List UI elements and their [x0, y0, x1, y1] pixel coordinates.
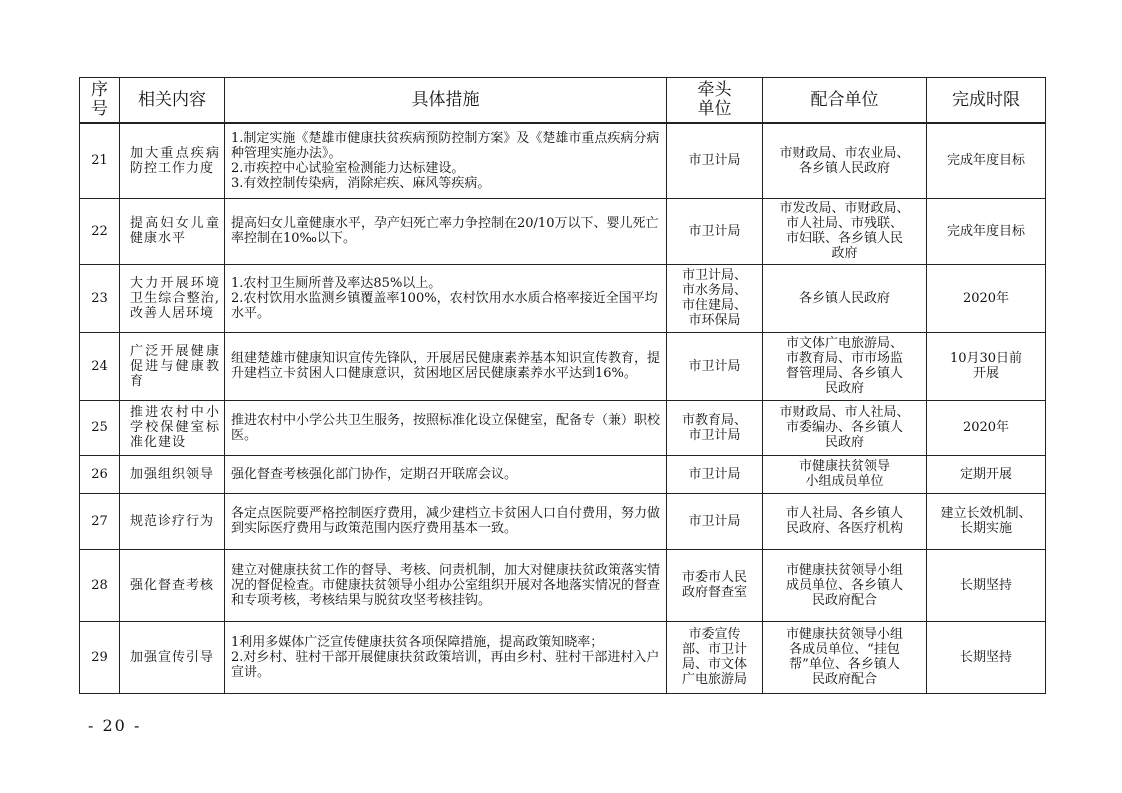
table-row	[80, 400, 1046, 455]
row-content: 强化督查考核	[120, 549, 225, 621]
row-lead: 市委宣传 部、市卫计 局、市文体 广电旅游局	[667, 621, 763, 693]
row-deadline: 定期开展	[927, 455, 1046, 493]
row-lead: 市卫计局	[667, 123, 763, 198]
row-deadline: 10月30日前 开展	[927, 332, 1046, 400]
row-lead: 市卫计局	[667, 332, 763, 400]
row-content: 推进农村中小学校保健室标准化建设	[120, 400, 225, 455]
row-lead: 市卫计局、 市水务局、 市住建局、 市环保局	[667, 264, 763, 332]
table-row	[80, 621, 1046, 693]
table-row	[80, 332, 1046, 400]
row-content: 规范诊疗行为	[120, 493, 225, 549]
row-coop: 各乡镇人民政府	[763, 264, 927, 332]
table-row	[80, 198, 1046, 264]
row-deadline: 长期坚持	[927, 549, 1046, 621]
row-lead: 市卫计局	[667, 493, 763, 549]
header-coop: 配合单位	[763, 78, 927, 124]
row-content: 提高妇女儿童健康水平	[120, 198, 225, 264]
row-coop: 市健康扶贫领导小组 成员单位、各乡镇人 民政府配合	[763, 549, 927, 621]
row-content: 加强组织领导	[120, 455, 225, 493]
page-number: - 20 -	[88, 716, 142, 735]
row-coop: 市财政局、市人社局、 市委编办、各乡镇人 民政府	[763, 400, 927, 455]
header-lead: 牵头 单位	[667, 78, 763, 124]
row-lead: 市教育局、 市卫计局	[667, 400, 763, 455]
row-no: 27	[80, 493, 120, 549]
table-row	[80, 493, 1046, 549]
row-coop: 市人社局、各乡镇人 民政府、各医疗机构	[763, 493, 927, 549]
table-row	[80, 549, 1046, 621]
row-lead: 市卫计局	[667, 198, 763, 264]
row-measures: 建立对健康扶贫工作的督导、考核、问责机制，加大对健康扶贫政策落实情况的督促检查。市健康扶贫领导小组办公室组织开展对各地落实情况的督查和专项考核，考核结果与脱贫攻坚考核挂钩。	[225, 549, 667, 621]
table-row	[80, 264, 1046, 332]
row-no: 23	[80, 264, 120, 332]
row-coop: 市健康扶贫领导小组 各成员单位、“挂包 帮”单位、各乡镇人 民政府配合	[763, 621, 927, 693]
table-header-row	[80, 78, 1046, 124]
row-measures: 1利用多媒体广泛宣传健康扶贫各项保障措施，提高政策知晓率； 2.对乡村、驻村干部开展健康扶贫政策培训，再由乡村、驻村干部进村入户宣讲。	[225, 621, 667, 693]
row-deadline: 完成年度目标	[927, 123, 1046, 198]
row-deadline: 2020年	[927, 264, 1046, 332]
row-lead: 市卫计局	[667, 455, 763, 493]
row-lead: 市委市人民 政府督查室	[667, 549, 763, 621]
row-coop: 市发改局、市财政局、 市人社局、市残联、 市妇联、各乡镇人民 政府	[763, 198, 927, 264]
row-content: 广泛开展健康促进与健康教育	[120, 332, 225, 400]
row-deadline: 2020年	[927, 400, 1046, 455]
row-content: 大力开展环境卫生综合整治,改善人居环境	[120, 264, 225, 332]
row-coop: 市财政局、市农业局、 各乡镇人民政府	[763, 123, 927, 198]
row-coop: 市健康扶贫领导 小组成员单位	[763, 455, 927, 493]
header-no: 序 号	[80, 78, 120, 124]
row-measures: 强化督查考核强化部门协作，定期召开联席会议。	[225, 455, 667, 493]
row-measures: 推进农村中小学公共卫生服务，按照标准化设立保健室，配备专（兼）职校医。	[225, 400, 667, 455]
row-coop: 市文体广电旅游局、 市教育局、市市场监 督管理局、各乡镇人 民政府	[763, 332, 927, 400]
row-deadline: 长期坚持	[927, 621, 1046, 693]
row-measures: 组建楚雄市健康知识宣传先锋队，开展居民健康素养基本知识宣传教育，提升建档立卡贫困人口健康意识，贫困地区居民健康素养水平达到16%。	[225, 332, 667, 400]
header-deadline: 完成时限	[927, 78, 1046, 124]
row-no: 22	[80, 198, 120, 264]
row-measures: 1.制定实施《楚雄市健康扶贫疾病预防控制方案》及《楚雄市重点疾病分病种管理实施办法》。 2.市疾控中心试验室检测能力达标建设。 3.有效控制传染病，消除疟疾、麻风等疾病。	[225, 123, 667, 198]
header-content: 相关内容	[120, 78, 225, 124]
row-no: 24	[80, 332, 120, 400]
row-no: 21	[80, 123, 120, 198]
row-measures: 1.农村卫生厕所普及率达85%以上。 2.农村饮用水监测乡镇覆盖率100%，农村饮用水水质合格率接近全国平均水平。	[225, 264, 667, 332]
row-no: 25	[80, 400, 120, 455]
row-measures: 提高妇女儿童健康水平，孕产妇死亡率力争控制在20/10万以下、婴儿死亡率控制在10‰以下。	[225, 198, 667, 264]
measures-table	[79, 77, 1046, 694]
row-deadline: 完成年度目标	[927, 198, 1046, 264]
row-no: 26	[80, 455, 120, 493]
row-measures: 各定点医院要严格控制医疗费用，减少建档立卡贫困人口自付费用，努力做到实际医疗费用与政策范围内医疗费用基本一致。	[225, 493, 667, 549]
header-measures: 具体措施	[225, 78, 667, 124]
row-no: 29	[80, 621, 120, 693]
table-row	[80, 455, 1046, 493]
row-no: 28	[80, 549, 120, 621]
row-content: 加强宣传引导	[120, 621, 225, 693]
table-row	[80, 123, 1046, 198]
row-content: 加大重点疾病防控工作力度	[120, 123, 225, 198]
row-deadline: 建立长效机制、 长期实施	[927, 493, 1046, 549]
